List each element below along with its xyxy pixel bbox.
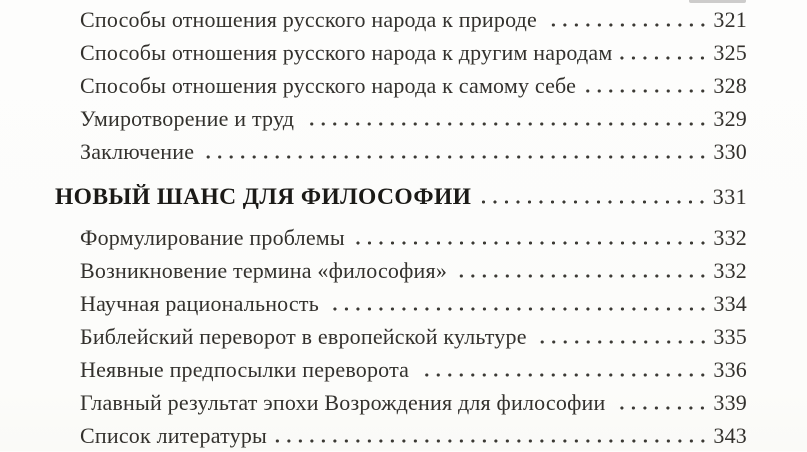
toc-entry-page-number: 332	[713, 225, 747, 250]
toc-entry-title: Способы отношения русского народа к природе	[80, 7, 538, 32]
toc-entry-page-number: 325	[713, 40, 747, 65]
toc-entry	[80, 221, 747, 254]
toc-entry-page-number: 334	[713, 291, 747, 316]
dot-leader	[535, 340, 713, 344]
toc-entry	[80, 353, 747, 386]
toc-entry-title: НОВЫЙ ШАНС ДЛЯ ФИЛОСОФИИ	[55, 184, 472, 210]
toc-entry-page-number: 329	[713, 106, 747, 131]
toc-entry-title: Библейский переворот в европейской культуре	[80, 324, 527, 349]
dot-leader	[620, 56, 712, 60]
toc-entry-page-number: 339	[713, 390, 747, 415]
toc-entry-page-number: 332	[713, 258, 747, 283]
dot-leader	[202, 155, 712, 159]
dot-leader	[275, 439, 712, 443]
dot-leader	[417, 373, 712, 377]
toc-entry-title: Возникновение термина «философия»	[80, 258, 448, 283]
dot-leader	[613, 406, 712, 410]
toc-entry-title: Научная рациональность	[80, 291, 319, 316]
toc-entry	[80, 3, 747, 36]
toc-entry-title: Список литературы	[80, 423, 268, 448]
toc-entry	[80, 36, 747, 69]
toc-entry	[80, 102, 747, 135]
toc-entry-page-number: 335	[713, 324, 747, 349]
toc-entry-page-number: 343	[713, 423, 747, 448]
toc-entry-page-number: 321	[713, 7, 747, 32]
toc-entry	[80, 386, 747, 419]
table-of-contents	[0, 3, 807, 452]
toc-entry	[80, 419, 747, 452]
toc-entry-title: Формулирование проблемы	[80, 225, 345, 250]
toc-entry	[55, 175, 747, 219]
dot-leader	[479, 200, 711, 204]
toc-entry-title: Неявные предпосылки переворота	[80, 357, 410, 382]
toc-entry	[80, 254, 747, 287]
toc-entry	[80, 135, 747, 168]
toc-entry-title: Главный результат эпохи Возрождения для философии	[80, 390, 606, 415]
dot-leader	[302, 122, 712, 126]
dot-leader	[327, 307, 712, 311]
toc-entry-title: Способы отношения русского народа к самому себе	[80, 73, 577, 98]
toc-entry	[80, 287, 747, 320]
toc-entry-title: Способы отношения русского народа к другим народам	[80, 40, 613, 65]
toc-entry-page-number: 330	[713, 139, 747, 164]
toc-entry-page-number: 328	[713, 73, 747, 98]
dot-leader	[545, 23, 712, 27]
toc-entry-title: Заключение	[80, 139, 195, 164]
dot-leader	[455, 274, 712, 278]
toc-entry	[80, 69, 747, 102]
toc-entry	[80, 320, 747, 353]
toc-entry-page-number: 331	[712, 184, 747, 209]
dot-leader	[584, 89, 712, 93]
toc-entry-title: Умиротворение и труд	[80, 106, 295, 131]
toc-entry-page-number: 336	[713, 357, 747, 382]
dot-leader	[353, 241, 712, 245]
